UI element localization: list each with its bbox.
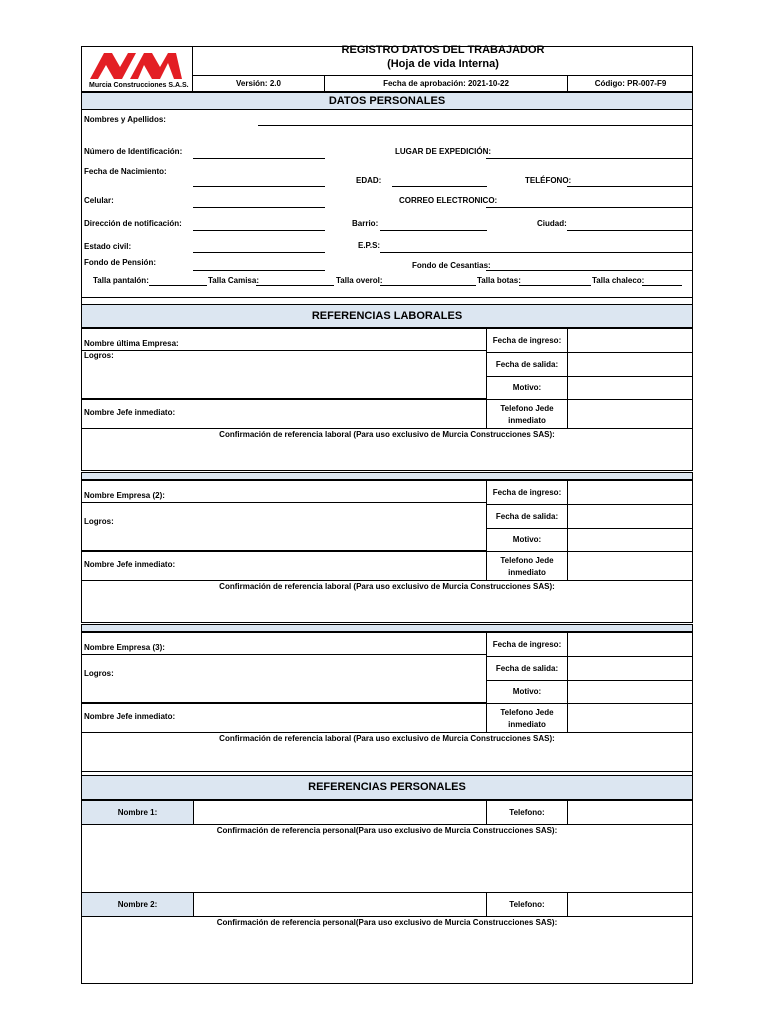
telefono-jefe-line1-3: Telefono Jede (500, 708, 554, 717)
label-empresa-1: Nombre última Empresa: (84, 339, 179, 348)
field-eps[interactable] (380, 252, 692, 253)
field-fecha-ingreso-1[interactable] (567, 328, 693, 353)
label-nombre-1: Nombre 1: (81, 800, 194, 825)
telefono-jefe-line1-2: Telefono Jede (500, 556, 554, 565)
field-fecha-salida-2[interactable] (567, 504, 693, 529)
label-nombres: Nombres y Apellidos: (84, 115, 166, 124)
label-talla-chaleco: Talla chaleco: (592, 276, 645, 285)
field-direccion[interactable] (193, 230, 325, 231)
doc-title (193, 44, 693, 74)
section-referencias-laborales: REFERENCIAS LABORALES (81, 304, 693, 328)
field-celular[interactable] (193, 207, 325, 208)
label-direccion: Dirección de notificación: (84, 219, 182, 228)
label-empresa-2: Nombre Empresa (2): (84, 491, 165, 500)
label-talla-botas: Talla botas: (477, 276, 521, 285)
field-fecha-nacimiento[interactable] (193, 186, 325, 187)
telefono-jefe-line2-1: inmediato (508, 416, 546, 425)
approval-cell: Fecha de aprobación: 2021-10-22 (324, 75, 568, 93)
field-nombre-1[interactable] (193, 800, 487, 825)
telefono-jefe-line2-3: inmediato (508, 720, 546, 729)
label-motivo-1: Motivo: (486, 376, 568, 400)
label-fecha-ingreso-3: Fecha de ingreso: (486, 632, 568, 657)
field-barrio[interactable] (380, 230, 487, 231)
field-telefono-jefe-1[interactable] (567, 399, 693, 429)
confirmacion-laboral-3[interactable] (81, 732, 693, 772)
label-correo: CORREO ELECTRONICO: (399, 196, 498, 205)
field-fondo-cesantias[interactable] (486, 270, 692, 271)
field-motivo-2[interactable] (567, 528, 693, 552)
label-empresa-3: Nombre Empresa (3): (84, 643, 165, 652)
field-estado-civil[interactable] (193, 252, 325, 253)
label-edad: EDAD: (356, 176, 382, 185)
confirmacion-laboral-label-3: Confirmación de referencia laboral (Para uso exclusivo de Murcia Construcciones SAS): (219, 734, 555, 743)
logo-box (81, 46, 193, 92)
label-fecha-nacimiento: Fecha de Nacimiento: (84, 167, 167, 176)
field-edad[interactable] (392, 186, 487, 187)
confirmacion-laboral-label-2: Confirmación de referencia laboral (Para uso exclusivo de Murcia Construcciones SAS): (219, 582, 555, 591)
confirmacion-laboral-2[interactable] (81, 580, 693, 623)
confirmacion-laboral-label-1: Confirmación de referencia laboral (Para uso exclusivo de Murcia Construcciones SAS): (219, 430, 555, 439)
label-telefono-jefe-1 (486, 399, 568, 429)
field-fecha-ingreso-2[interactable] (567, 480, 693, 505)
confirmacion-personal-2[interactable] (81, 916, 693, 984)
company-name: Murcia Construcciones S.A.S. (89, 82, 189, 89)
label-jefe-1: Nombre Jefe inmediato: (84, 408, 176, 417)
field-identificacion[interactable] (193, 158, 325, 159)
label-telefono: TELÉFONO: (525, 176, 572, 185)
field-talla-camisa[interactable] (256, 285, 334, 286)
field-talla-botas[interactable] (519, 285, 591, 286)
field-lugar-expedicion[interactable] (486, 158, 692, 159)
field-correo[interactable] (486, 207, 692, 208)
label-nombre-2: Nombre 2: (81, 892, 194, 917)
section-referencias-personales: REFERENCIAS PERSONALES (81, 775, 693, 800)
confirmacion-laboral-1[interactable] (81, 428, 693, 471)
label-estado-civil: Estado civil: (84, 242, 132, 251)
telefono-jefe-line1-1: Telefono Jede (500, 404, 554, 413)
confirmacion-personal-1[interactable] (81, 824, 693, 893)
label-motivo-3: Motivo: (486, 680, 568, 704)
field-ciudad[interactable] (567, 230, 692, 231)
label-jefe-3: Nombre Jefe inmediato: (84, 712, 176, 721)
laboral-divider-1 (81, 350, 487, 351)
label-eps: E.P.S: (358, 241, 381, 250)
label-lugar-expedicion: LUGAR DE EXPEDICIÓN: (395, 147, 492, 156)
label-telefono-personal-1: Telefono: (486, 800, 568, 825)
label-motivo-2: Motivo: (486, 528, 568, 552)
subtitle-text: (Hoja de vida Interna) (387, 58, 499, 70)
label-ciudad: Ciudad: (537, 219, 567, 228)
field-motivo-1[interactable] (567, 376, 693, 400)
field-talla-pantalon[interactable] (149, 285, 207, 286)
label-talla-pantalon: Talla pantalón: (93, 276, 149, 285)
meta-row (193, 75, 693, 92)
telefono-jefe-line2-2: inmediato (508, 568, 546, 577)
field-telefono-personal-2[interactable] (567, 892, 693, 917)
label-telefono-personal-2: Telefono: (486, 892, 568, 917)
label-logros-3: Logros: (84, 669, 114, 678)
version-cell: Versión: 2.0 (193, 75, 325, 93)
label-fecha-salida-1: Fecha de salida: (486, 352, 568, 377)
laboral-separator-2 (81, 472, 693, 480)
confirmacion-personal-2-label: Confirmación de referencia personal(Para uso exclusivo de Murcia Construcciones SAS): (216, 918, 558, 927)
field-telefono-jefe-3[interactable] (567, 703, 693, 733)
field-nombres[interactable] (258, 125, 692, 126)
label-celular: Celular: (84, 196, 114, 205)
label-telefono-jefe-2 (486, 551, 568, 581)
field-talla-chaleco[interactable] (642, 285, 682, 286)
label-talla-camisa: Talla Camisa: (208, 276, 259, 285)
label-barrio: Barrio: (352, 219, 379, 228)
field-fecha-salida-3[interactable] (567, 656, 693, 681)
field-fecha-ingreso-3[interactable] (567, 632, 693, 657)
label-fondo-pension: Fondo de Pensión: (84, 258, 156, 267)
label-fecha-ingreso-1: Fecha de ingreso: (486, 328, 568, 353)
confirmacion-personal-1-label: Confirmación de referencia personal(Para uso exclusivo de Murcia Construcciones SAS): (216, 826, 558, 835)
field-nombre-2[interactable] (193, 892, 487, 917)
field-talla-overol[interactable] (380, 285, 476, 286)
laboral-separator-3 (81, 624, 693, 632)
label-fondo-cesantias: Fondo de Cesantias: (412, 261, 491, 270)
field-telefono-personal-1[interactable] (567, 800, 693, 825)
label-logros-2: Logros: (84, 517, 114, 526)
section-datos-personales: DATOS PERSONALES (81, 92, 693, 110)
field-fecha-salida-1[interactable] (567, 352, 693, 377)
label-jefe-2: Nombre Jefe inmediato: (84, 560, 176, 569)
field-telefono-jefe-2[interactable] (567, 551, 693, 581)
laboral-divider-3 (81, 654, 487, 655)
label-fecha-ingreso-2: Fecha de ingreso: (486, 480, 568, 505)
label-identificacion: Número de Identificación: (84, 147, 183, 156)
laboral-divider-2 (81, 502, 487, 503)
personales-gap (81, 768, 693, 775)
label-logros-1: Logros: (84, 351, 114, 360)
code-cell: Código: PR-007-F9 (567, 75, 693, 93)
company-logo (82, 49, 192, 83)
field-motivo-3[interactable] (567, 680, 693, 704)
label-telefono-jefe-3 (486, 703, 568, 733)
field-fondo-pension[interactable] (193, 270, 325, 271)
label-talla-overol: Talla overol: (336, 276, 383, 285)
label-fecha-salida-3: Fecha de salida: (486, 656, 568, 681)
label-fecha-salida-2: Fecha de salida: (486, 504, 568, 529)
field-telefono[interactable] (567, 186, 692, 187)
title-text: REGISTRO DATOS DEL TRABAJADOR (341, 44, 545, 56)
